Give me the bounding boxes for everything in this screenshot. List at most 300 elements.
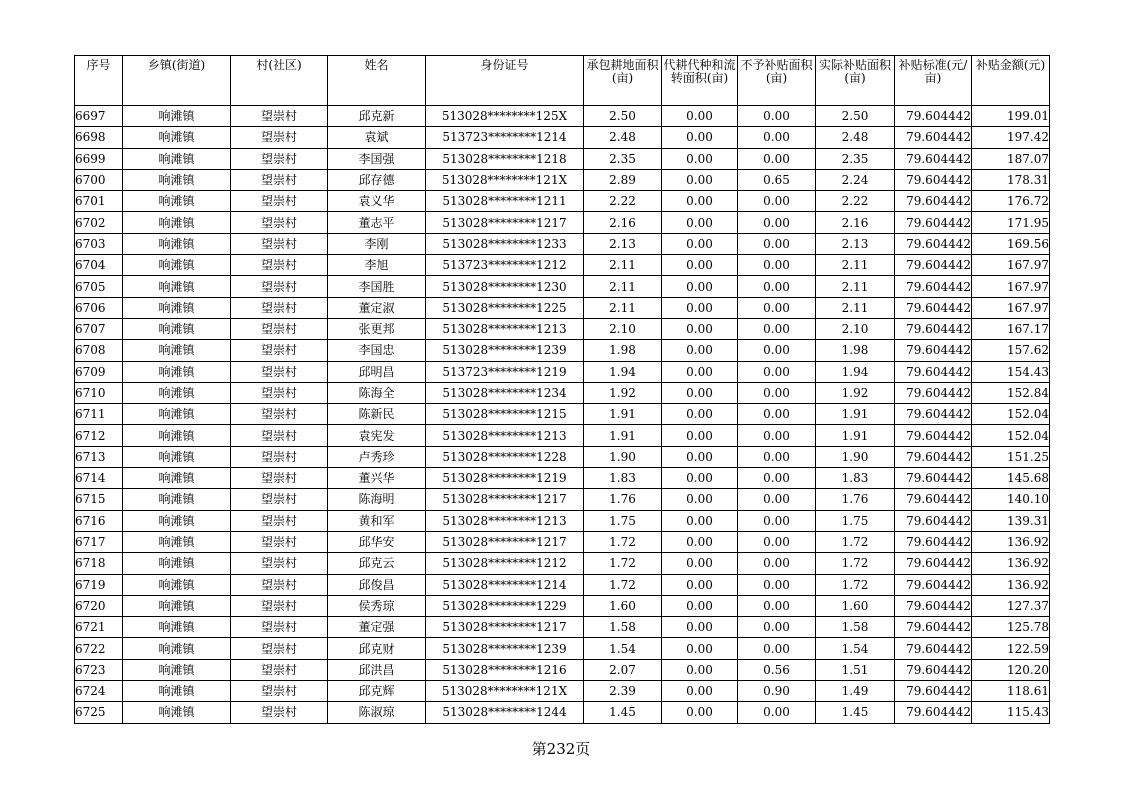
table-row xyxy=(75,531,1050,552)
cell-actual-area: 1.60 xyxy=(816,595,895,616)
table-row xyxy=(75,404,1050,425)
cell-contract-area: 2.89 xyxy=(584,169,662,190)
header-transfer-area: 代耕代种和流转面积(亩) xyxy=(662,56,738,106)
table-row xyxy=(75,127,1050,148)
cell-town: 响滩镇 xyxy=(123,468,231,489)
cell-transfer-area: 0.00 xyxy=(662,297,738,318)
cell-amount: 154.43 xyxy=(972,361,1050,382)
cell-name: 邱克云 xyxy=(328,553,426,574)
cell-amount: 136.92 xyxy=(972,531,1050,552)
cell-amount: 167.17 xyxy=(972,318,1050,339)
cell-actual-area: 2.22 xyxy=(816,191,895,212)
cell-standard: 79.604442 xyxy=(895,468,972,489)
cell-contract-area: 2.13 xyxy=(584,233,662,254)
cell-actual-area: 2.48 xyxy=(816,127,895,148)
cell-contract-area: 1.98 xyxy=(584,340,662,361)
table-row xyxy=(75,276,1050,297)
header-standard: 补贴标准(元/亩) xyxy=(895,56,972,106)
cell-nonsubsidy-area: 0.00 xyxy=(738,297,816,318)
cell-seq: 6722 xyxy=(75,638,123,659)
cell-name: 邱克辉 xyxy=(328,681,426,702)
cell-nonsubsidy-area: 0.00 xyxy=(738,638,816,659)
cell-nonsubsidy-area: 0.00 xyxy=(738,531,816,552)
cell-standard: 79.604442 xyxy=(895,638,972,659)
cell-nonsubsidy-area: 0.00 xyxy=(738,318,816,339)
cell-amount: 127.37 xyxy=(972,595,1050,616)
cell-town: 响滩镇 xyxy=(123,553,231,574)
cell-town: 响滩镇 xyxy=(123,106,231,127)
cell-standard: 79.604442 xyxy=(895,681,972,702)
cell-amount: 167.97 xyxy=(972,276,1050,297)
cell-nonsubsidy-area: 0.00 xyxy=(738,446,816,467)
cell-name: 陈海全 xyxy=(328,382,426,403)
cell-contract-area: 1.76 xyxy=(584,489,662,510)
cell-nonsubsidy-area: 0.56 xyxy=(738,659,816,680)
cell-seq: 6715 xyxy=(75,489,123,510)
cell-seq: 6706 xyxy=(75,297,123,318)
cell-name: 董志平 xyxy=(328,212,426,233)
cell-town: 响滩镇 xyxy=(123,169,231,190)
cell-village: 望崇村 xyxy=(231,212,328,233)
cell-village: 望崇村 xyxy=(231,382,328,403)
header-village: 村(社区) xyxy=(231,56,328,106)
cell-village: 望崇村 xyxy=(231,106,328,127)
cell-village: 望崇村 xyxy=(231,191,328,212)
cell-seq: 6704 xyxy=(75,255,123,276)
cell-village: 望崇村 xyxy=(231,255,328,276)
cell-name: 邱克财 xyxy=(328,638,426,659)
cell-transfer-area: 0.00 xyxy=(662,446,738,467)
cell-seq: 6702 xyxy=(75,212,123,233)
cell-contract-area: 2.48 xyxy=(584,127,662,148)
cell-nonsubsidy-area: 0.00 xyxy=(738,702,816,723)
cell-contract-area: 1.75 xyxy=(584,510,662,531)
cell-id: 513028********1213 xyxy=(426,318,584,339)
cell-id: 513028********1239 xyxy=(426,340,584,361)
cell-seq: 6707 xyxy=(75,318,123,339)
cell-id: 513028********1217 xyxy=(426,531,584,552)
cell-transfer-area: 0.00 xyxy=(662,595,738,616)
cell-town: 响滩镇 xyxy=(123,404,231,425)
cell-id: 513028********125X xyxy=(426,106,584,127)
header-name: 姓名 xyxy=(328,56,426,106)
cell-nonsubsidy-area: 0.00 xyxy=(738,361,816,382)
cell-town: 响滩镇 xyxy=(123,425,231,446)
cell-standard: 79.604442 xyxy=(895,169,972,190)
cell-actual-area: 1.45 xyxy=(816,702,895,723)
cell-actual-area: 2.35 xyxy=(816,148,895,169)
table-row xyxy=(75,212,1050,233)
cell-village: 望崇村 xyxy=(231,233,328,254)
cell-transfer-area: 0.00 xyxy=(662,340,738,361)
cell-amount: 197.42 xyxy=(972,127,1050,148)
cell-amount: 187.07 xyxy=(972,148,1050,169)
cell-nonsubsidy-area: 0.00 xyxy=(738,191,816,212)
table-body xyxy=(75,106,1050,724)
cell-standard: 79.604442 xyxy=(895,702,972,723)
cell-transfer-area: 0.00 xyxy=(662,681,738,702)
cell-amount: 152.04 xyxy=(972,404,1050,425)
cell-amount: 125.78 xyxy=(972,617,1050,638)
cell-id: 513028********1217 xyxy=(426,212,584,233)
cell-id: 513028********1212 xyxy=(426,553,584,574)
header-actual-area: 实际补贴面积(亩) xyxy=(816,56,895,106)
cell-transfer-area: 0.00 xyxy=(662,425,738,446)
cell-village: 望崇村 xyxy=(231,595,328,616)
cell-id: 513028********1214 xyxy=(426,574,584,595)
table-row xyxy=(75,297,1050,318)
cell-transfer-area: 0.00 xyxy=(662,127,738,148)
header-amount: 补贴金额(元) xyxy=(972,56,1050,106)
cell-transfer-area: 0.00 xyxy=(662,617,738,638)
cell-amount: 169.56 xyxy=(972,233,1050,254)
cell-nonsubsidy-area: 0.00 xyxy=(738,106,816,127)
cell-village: 望崇村 xyxy=(231,638,328,659)
cell-seq: 6717 xyxy=(75,531,123,552)
cell-amount: 118.61 xyxy=(972,681,1050,702)
cell-town: 响滩镇 xyxy=(123,318,231,339)
cell-town: 响滩镇 xyxy=(123,446,231,467)
cell-transfer-area: 0.00 xyxy=(662,191,738,212)
cell-contract-area: 1.45 xyxy=(584,702,662,723)
cell-transfer-area: 0.00 xyxy=(662,233,738,254)
cell-actual-area: 1.76 xyxy=(816,489,895,510)
cell-village: 望崇村 xyxy=(231,681,328,702)
cell-actual-area: 1.72 xyxy=(816,553,895,574)
header-id: 身份证号 xyxy=(426,56,584,106)
cell-seq: 6721 xyxy=(75,617,123,638)
cell-town: 响滩镇 xyxy=(123,127,231,148)
cell-id: 513723********1214 xyxy=(426,127,584,148)
cell-transfer-area: 0.00 xyxy=(662,468,738,489)
table-row xyxy=(75,510,1050,531)
cell-name: 李国胜 xyxy=(328,276,426,297)
cell-standard: 79.604442 xyxy=(895,297,972,318)
cell-amount: 199.01 xyxy=(972,106,1050,127)
cell-seq: 6701 xyxy=(75,191,123,212)
cell-name: 邱俊昌 xyxy=(328,574,426,595)
cell-village: 望崇村 xyxy=(231,361,328,382)
cell-actual-area: 1.75 xyxy=(816,510,895,531)
cell-amount: 171.95 xyxy=(972,212,1050,233)
cell-actual-area: 2.13 xyxy=(816,233,895,254)
cell-name: 黄和军 xyxy=(328,510,426,531)
cell-village: 望崇村 xyxy=(231,127,328,148)
cell-id: 513028********1229 xyxy=(426,595,584,616)
cell-town: 响滩镇 xyxy=(123,595,231,616)
cell-nonsubsidy-area: 0.00 xyxy=(738,468,816,489)
cell-nonsubsidy-area: 0.00 xyxy=(738,255,816,276)
cell-id: 513723********1212 xyxy=(426,255,584,276)
cell-name: 董定淑 xyxy=(328,297,426,318)
cell-seq: 6698 xyxy=(75,127,123,148)
cell-town: 响滩镇 xyxy=(123,659,231,680)
header-seq: 序号 xyxy=(75,56,123,106)
cell-transfer-area: 0.00 xyxy=(662,255,738,276)
cell-seq: 6718 xyxy=(75,553,123,574)
cell-name: 卢秀珍 xyxy=(328,446,426,467)
cell-actual-area: 1.92 xyxy=(816,382,895,403)
cell-contract-area: 1.91 xyxy=(584,404,662,425)
cell-town: 响滩镇 xyxy=(123,297,231,318)
cell-actual-area: 1.72 xyxy=(816,574,895,595)
cell-actual-area: 1.54 xyxy=(816,638,895,659)
cell-contract-area: 2.16 xyxy=(584,212,662,233)
cell-actual-area: 2.10 xyxy=(816,318,895,339)
table-row xyxy=(75,553,1050,574)
cell-contract-area: 2.11 xyxy=(584,276,662,297)
cell-seq: 6699 xyxy=(75,148,123,169)
cell-village: 望崇村 xyxy=(231,617,328,638)
cell-seq: 6720 xyxy=(75,595,123,616)
cell-village: 望崇村 xyxy=(231,468,328,489)
cell-village: 望崇村 xyxy=(231,446,328,467)
cell-transfer-area: 0.00 xyxy=(662,531,738,552)
cell-standard: 79.604442 xyxy=(895,531,972,552)
cell-town: 响滩镇 xyxy=(123,510,231,531)
cell-nonsubsidy-area: 0.00 xyxy=(738,212,816,233)
table-row xyxy=(75,255,1050,276)
table-row xyxy=(75,340,1050,361)
cell-seq: 6724 xyxy=(75,681,123,702)
cell-contract-area: 1.72 xyxy=(584,553,662,574)
cell-name: 陈海明 xyxy=(328,489,426,510)
cell-amount: 157.62 xyxy=(972,340,1050,361)
cell-transfer-area: 0.00 xyxy=(662,276,738,297)
cell-name: 袁宪发 xyxy=(328,425,426,446)
header-contract-area: 承包耕地面积(亩) xyxy=(584,56,662,106)
cell-id: 513723********1219 xyxy=(426,361,584,382)
cell-actual-area: 1.72 xyxy=(816,531,895,552)
cell-amount: 122.59 xyxy=(972,638,1050,659)
table-header-row xyxy=(75,56,1050,106)
table-row xyxy=(75,489,1050,510)
cell-seq: 6700 xyxy=(75,169,123,190)
cell-contract-area: 2.07 xyxy=(584,659,662,680)
table-row xyxy=(75,169,1050,190)
cell-contract-area: 1.54 xyxy=(584,638,662,659)
cell-id: 513028********1225 xyxy=(426,297,584,318)
cell-id: 513028********1218 xyxy=(426,148,584,169)
cell-amount: 167.97 xyxy=(972,255,1050,276)
cell-nonsubsidy-area: 0.00 xyxy=(738,510,816,531)
cell-standard: 79.604442 xyxy=(895,659,972,680)
cell-standard: 79.604442 xyxy=(895,106,972,127)
cell-standard: 79.604442 xyxy=(895,318,972,339)
header-town: 乡镇(街道) xyxy=(123,56,231,106)
cell-nonsubsidy-area: 0.00 xyxy=(738,553,816,574)
cell-contract-area: 1.94 xyxy=(584,361,662,382)
table-row xyxy=(75,233,1050,254)
cell-town: 响滩镇 xyxy=(123,340,231,361)
cell-town: 响滩镇 xyxy=(123,382,231,403)
cell-town: 响滩镇 xyxy=(123,191,231,212)
cell-name: 邱洪昌 xyxy=(328,659,426,680)
cell-contract-area: 2.10 xyxy=(584,318,662,339)
cell-amount: 120.20 xyxy=(972,659,1050,680)
cell-transfer-area: 0.00 xyxy=(662,702,738,723)
cell-standard: 79.604442 xyxy=(895,510,972,531)
cell-actual-area: 2.50 xyxy=(816,106,895,127)
table-row xyxy=(75,446,1050,467)
cell-actual-area: 1.91 xyxy=(816,404,895,425)
cell-town: 响滩镇 xyxy=(123,702,231,723)
cell-standard: 79.604442 xyxy=(895,191,972,212)
cell-nonsubsidy-area: 0.00 xyxy=(738,340,816,361)
cell-nonsubsidy-area: 0.00 xyxy=(738,489,816,510)
cell-id: 513028********1213 xyxy=(426,510,584,531)
cell-id: 513028********1244 xyxy=(426,702,584,723)
cell-seq: 6709 xyxy=(75,361,123,382)
cell-name: 李刚 xyxy=(328,233,426,254)
cell-standard: 79.604442 xyxy=(895,255,972,276)
cell-id: 513028********1228 xyxy=(426,446,584,467)
cell-id: 513028********1239 xyxy=(426,638,584,659)
cell-seq: 6714 xyxy=(75,468,123,489)
cell-town: 响滩镇 xyxy=(123,489,231,510)
cell-village: 望崇村 xyxy=(231,574,328,595)
cell-contract-area: 1.91 xyxy=(584,425,662,446)
cell-transfer-area: 0.00 xyxy=(662,489,738,510)
cell-nonsubsidy-area: 0.00 xyxy=(738,233,816,254)
cell-actual-area: 2.16 xyxy=(816,212,895,233)
cell-transfer-area: 0.00 xyxy=(662,106,738,127)
cell-name: 陈淑琼 xyxy=(328,702,426,723)
table-row xyxy=(75,638,1050,659)
cell-transfer-area: 0.00 xyxy=(662,659,738,680)
table-row xyxy=(75,361,1050,382)
cell-standard: 79.604442 xyxy=(895,340,972,361)
cell-town: 响滩镇 xyxy=(123,531,231,552)
cell-amount: 151.25 xyxy=(972,446,1050,467)
cell-town: 响滩镇 xyxy=(123,148,231,169)
cell-actual-area: 1.49 xyxy=(816,681,895,702)
cell-village: 望崇村 xyxy=(231,489,328,510)
cell-nonsubsidy-area: 0.90 xyxy=(738,681,816,702)
cell-amount: 178.31 xyxy=(972,169,1050,190)
cell-id: 513028********1234 xyxy=(426,382,584,403)
cell-nonsubsidy-area: 0.00 xyxy=(738,595,816,616)
cell-town: 响滩镇 xyxy=(123,233,231,254)
table-row xyxy=(75,468,1050,489)
cell-town: 响滩镇 xyxy=(123,212,231,233)
cell-contract-area: 2.11 xyxy=(584,255,662,276)
cell-village: 望崇村 xyxy=(231,340,328,361)
cell-amount: 139.31 xyxy=(972,510,1050,531)
cell-amount: 136.92 xyxy=(972,574,1050,595)
cell-contract-area: 2.35 xyxy=(584,148,662,169)
cell-id: 513028********1230 xyxy=(426,276,584,297)
cell-transfer-area: 0.00 xyxy=(662,553,738,574)
cell-nonsubsidy-area: 0.00 xyxy=(738,276,816,297)
cell-transfer-area: 0.00 xyxy=(662,212,738,233)
cell-seq: 6705 xyxy=(75,276,123,297)
cell-actual-area: 1.83 xyxy=(816,468,895,489)
cell-actual-area: 1.51 xyxy=(816,659,895,680)
cell-village: 望崇村 xyxy=(231,659,328,680)
cell-town: 响滩镇 xyxy=(123,255,231,276)
cell-contract-area: 2.50 xyxy=(584,106,662,127)
cell-contract-area: 1.58 xyxy=(584,617,662,638)
cell-transfer-area: 0.00 xyxy=(662,404,738,425)
table-row xyxy=(75,617,1050,638)
cell-id: 513028********1217 xyxy=(426,617,584,638)
cell-seq: 6723 xyxy=(75,659,123,680)
cell-seq: 6703 xyxy=(75,233,123,254)
cell-town: 响滩镇 xyxy=(123,681,231,702)
cell-nonsubsidy-area: 0.00 xyxy=(738,574,816,595)
cell-name: 邱明昌 xyxy=(328,361,426,382)
cell-amount: 152.84 xyxy=(972,382,1050,403)
cell-town: 响滩镇 xyxy=(123,638,231,659)
cell-id: 513028********1211 xyxy=(426,191,584,212)
cell-transfer-area: 0.00 xyxy=(662,361,738,382)
cell-amount: 176.72 xyxy=(972,191,1050,212)
cell-name: 袁义华 xyxy=(328,191,426,212)
cell-amount: 115.43 xyxy=(972,702,1050,723)
cell-nonsubsidy-area: 0.00 xyxy=(738,404,816,425)
cell-id: 513028********1215 xyxy=(426,404,584,425)
cell-village: 望崇村 xyxy=(231,553,328,574)
cell-transfer-area: 0.00 xyxy=(662,382,738,403)
table-row xyxy=(75,702,1050,723)
cell-standard: 79.604442 xyxy=(895,617,972,638)
cell-actual-area: 2.11 xyxy=(816,255,895,276)
table-row xyxy=(75,574,1050,595)
cell-standard: 79.604442 xyxy=(895,574,972,595)
cell-nonsubsidy-area: 0.00 xyxy=(738,127,816,148)
cell-actual-area: 2.24 xyxy=(816,169,895,190)
cell-village: 望崇村 xyxy=(231,169,328,190)
cell-town: 响滩镇 xyxy=(123,617,231,638)
cell-seq: 6697 xyxy=(75,106,123,127)
cell-transfer-area: 0.00 xyxy=(662,638,738,659)
cell-village: 望崇村 xyxy=(231,425,328,446)
cell-nonsubsidy-area: 0.00 xyxy=(738,382,816,403)
cell-standard: 79.604442 xyxy=(895,276,972,297)
cell-standard: 79.604442 xyxy=(895,148,972,169)
cell-standard: 79.604442 xyxy=(895,382,972,403)
cell-actual-area: 1.98 xyxy=(816,340,895,361)
cell-transfer-area: 0.00 xyxy=(662,169,738,190)
cell-name: 李旭 xyxy=(328,255,426,276)
cell-seq: 6710 xyxy=(75,382,123,403)
cell-actual-area: 1.91 xyxy=(816,425,895,446)
table-row xyxy=(75,681,1050,702)
cell-seq: 6725 xyxy=(75,702,123,723)
cell-name: 侯秀琼 xyxy=(328,595,426,616)
cell-id: 513028********1213 xyxy=(426,425,584,446)
cell-seq: 6719 xyxy=(75,574,123,595)
cell-transfer-area: 0.00 xyxy=(662,510,738,531)
cell-actual-area: 1.94 xyxy=(816,361,895,382)
cell-standard: 79.604442 xyxy=(895,553,972,574)
cell-standard: 79.604442 xyxy=(895,212,972,233)
cell-town: 响滩镇 xyxy=(123,361,231,382)
cell-standard: 79.604442 xyxy=(895,489,972,510)
cell-actual-area: 1.90 xyxy=(816,446,895,467)
cell-contract-area: 1.72 xyxy=(584,531,662,552)
cell-name: 邱克新 xyxy=(328,106,426,127)
page-number: 第232页 xyxy=(531,740,591,758)
cell-standard: 79.604442 xyxy=(895,404,972,425)
cell-name: 袁斌 xyxy=(328,127,426,148)
cell-seq: 6713 xyxy=(75,446,123,467)
cell-id: 513028********121X xyxy=(426,681,584,702)
cell-seq: 6711 xyxy=(75,404,123,425)
cell-contract-area: 1.72 xyxy=(584,574,662,595)
cell-id: 513028********121X xyxy=(426,169,584,190)
